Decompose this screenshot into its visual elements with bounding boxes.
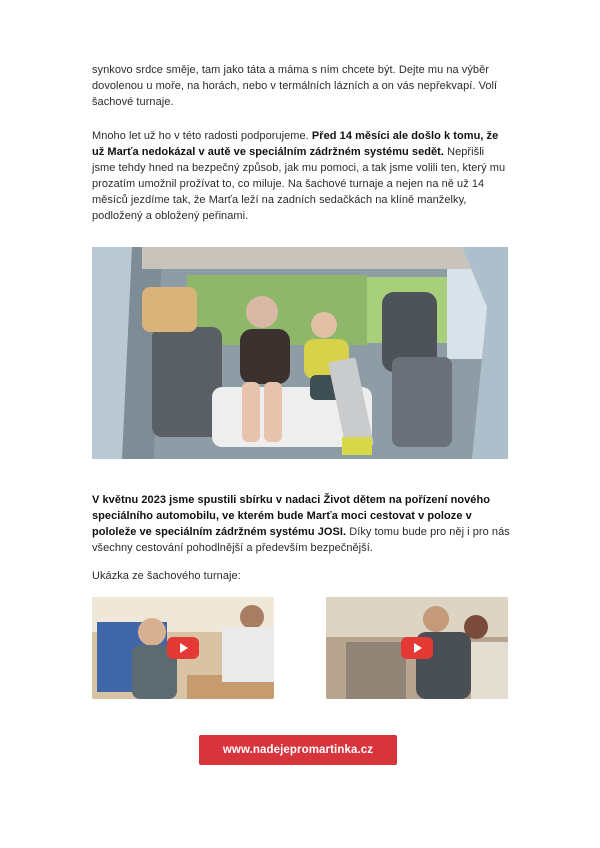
fundraiser-paragraph bbox=[92, 492, 510, 556]
history-paragraph bbox=[92, 128, 510, 224]
video-thumbnail-chess-boy[interactable] bbox=[92, 597, 274, 699]
video-caption: Ukázka ze šachového turnaje: bbox=[92, 570, 241, 582]
fundraiser-text: Díky tomu bude pro něj i pro nás všechny cestování pohodlnější a především bezpečnější. bbox=[92, 526, 510, 554]
video-thumbnail-chess-hug[interactable] bbox=[326, 597, 508, 699]
play-button-icon[interactable] bbox=[401, 637, 433, 659]
car-photo bbox=[92, 247, 508, 459]
history-text-end: Nepřišli jsme tehdy hned na bezpečný způsob, jak mu pomoci, a tak jsme volili ten, který mu prozatím umožnil prožívat to, co miluje. Na šachové turnaje a nejen na ně už 14 měsíců jezdíme tak, že Marťa leží na zadních sedačkách na klíně manželky, podložený a obložený peřinami. bbox=[92, 146, 506, 222]
car-interior-illustration bbox=[92, 247, 508, 459]
history-highlight: Před 14 měsíci ale došlo k tomu, že už Marťa nedokázal v autě ve speciálním zádržném systému sedět. bbox=[92, 130, 499, 158]
website-link-button[interactable]: www.nadejepromartinka.cz bbox=[199, 735, 397, 765]
intro-paragraph: synkovo srdce směje, tam jako táta a máma s ním chcete být. Dejte mu na výběr dovolenou u moře, na horách, nebo v termálních lázních a on vás nepřekvapí. Volí šachové turnaje. bbox=[92, 64, 498, 108]
play-button-icon[interactable] bbox=[167, 637, 199, 659]
fundraiser-highlight: V květnu 2023 jsme spustili sbírku v nadaci Život dětem na pořízení nového speciálního automobilu, ve kterém bude Marťa moci cestovat v poloze v pololeže ve speciálním zádržném systému JOSI. bbox=[92, 494, 490, 538]
fundraiser-section bbox=[92, 492, 510, 556]
article-top bbox=[92, 62, 510, 224]
history-text-start: Mnoho let už ho v této radosti podporujeme. bbox=[92, 130, 312, 142]
